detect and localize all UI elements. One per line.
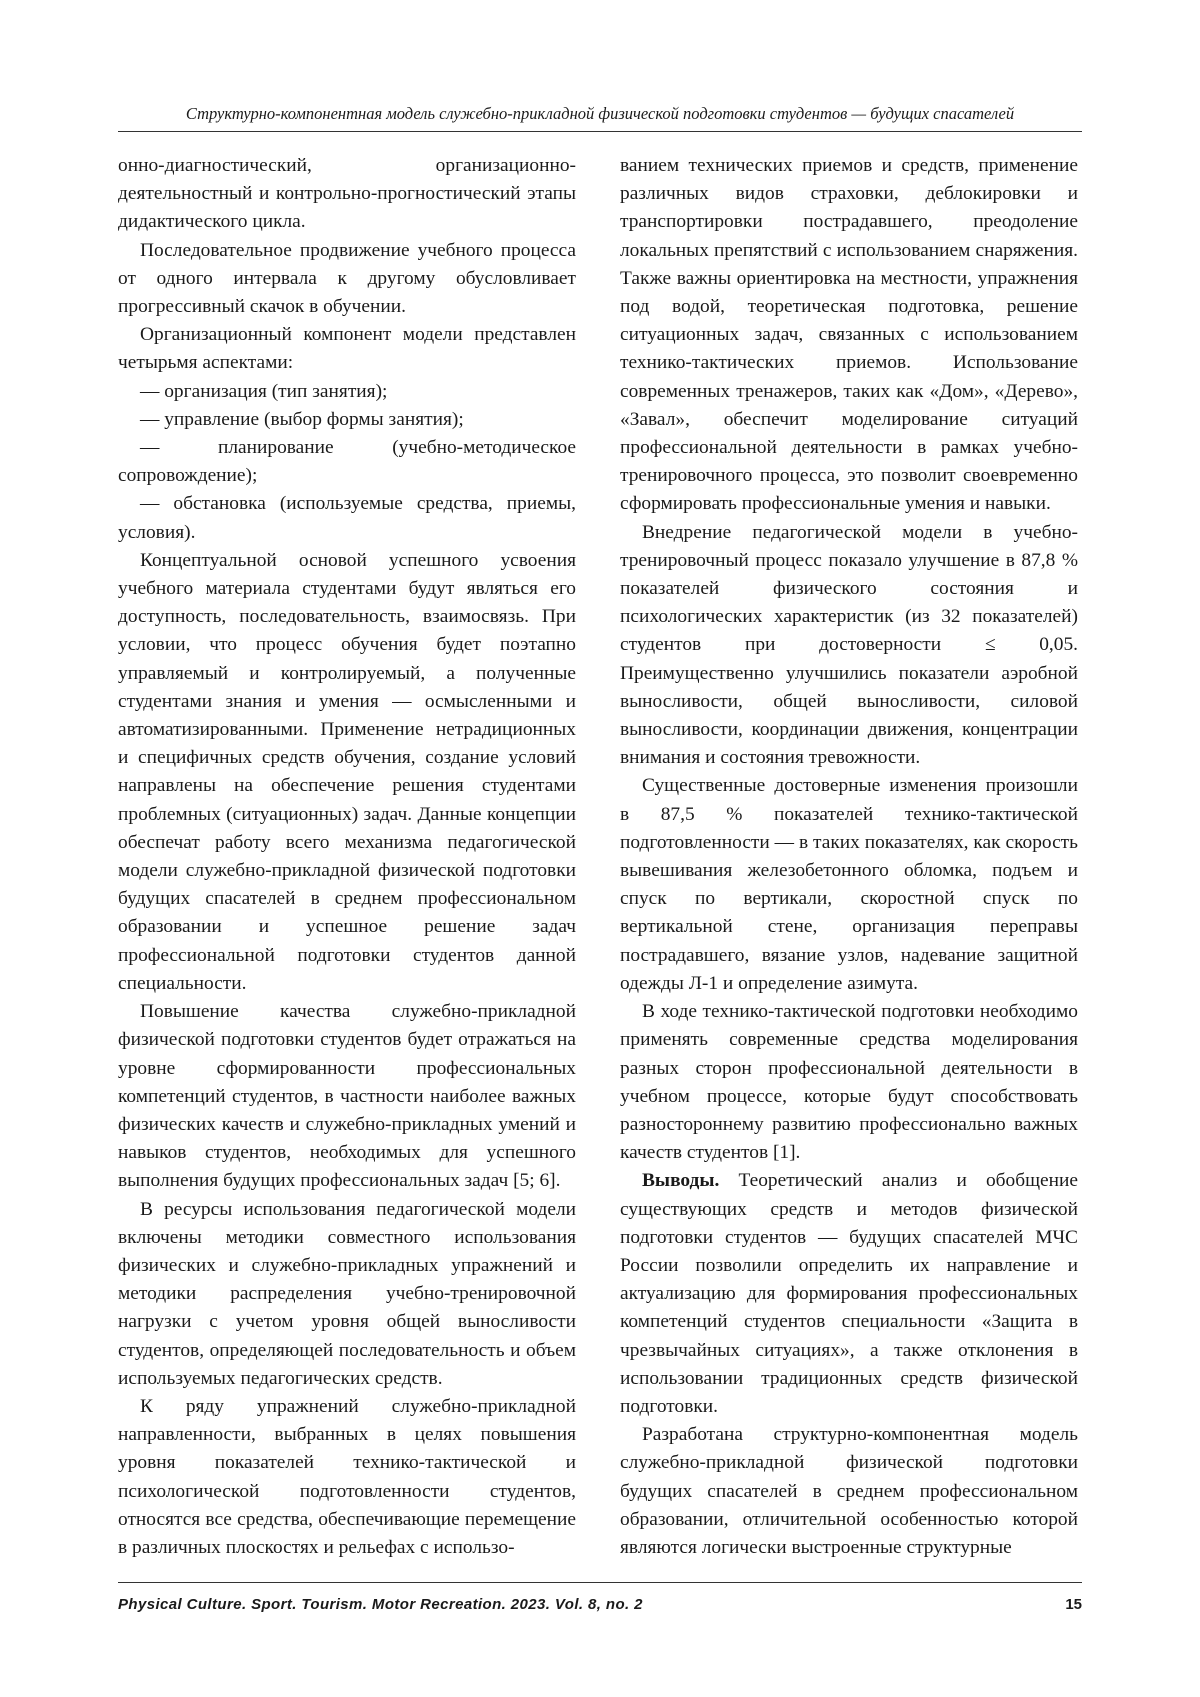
footer-journal-title: Physical Culture. Sport. Tourism. Motor Recreation. 2023. Vol. 8, no. 2 (118, 1596, 643, 1613)
running-header: Структурно-компонентная модель служебно-прикладной физической подготовки студентов — будущих спасателей (185, 104, 1015, 123)
paragraph: Внедрение педагогической модели в учебно-тренировочный процесс показало улучшение в 87,8 % показателей физического состояния и психологических характеристик (из 32 показателей) студентов при достоверности ≤ 0,05. Преимущественно улучшились показатели аэробной выносливости, общей выносливости, силовой выносливости, координации движения, концентрации внимания и состояния тревожности. (620, 521, 1078, 769)
paragraph: В ходе технико-тактической подготовки необходимо применять современные средства моделирования разных сторон профессиональной деятельности в учебном процессе, которые будут способствовать разностороннему развитию профессионально важных качеств студентов [1]. (620, 1001, 1078, 1164)
paragraph: Концептуальной основой успешного усвоения учебного материала студентами будут являться его доступность, последовательность, взаимосвязь. При условии, что процесс обучения будет поэтапно управляемый и контролируемый, а полученные студентами знания и умения — осмысленными и автоматизированными. Применение нетрадиционных и специфичных средств обучения, создание условий направлены на обеспечение решения студентами проблемных (ситуационных) задач. Данные концепции обеспечат работу всего механизма педагогической модели служебно-прикладной физической подготовки будущих спасателей в среднем профессиональном образовании и успешное решение задач профессиональной подготовки студентов данной специальности. (118, 549, 576, 994)
right-column (620, 152, 1078, 1562)
paragraph: Разработана структурно-компонентная модель служебно-прикладной физической подготовки будущих спасателей в среднем профессиональном образовании, отличительной особенностью которой являются логически выстроенные структурные (620, 1424, 1078, 1558)
conclusions-label: Выводы. (642, 1170, 720, 1192)
header-rule (118, 131, 1082, 132)
paragraph: Последовательное продвижение учебного процесса от одного интервала к другому обусловливает прогрессивный скачок в обучении. (118, 239, 576, 318)
footer-rule (118, 1582, 1082, 1583)
paragraph: Существенные достоверные изменения произошли в 87,5 % показателей технико-тактической подготовленности — в таких показателях, как скорость вывешивания железобетонного обломка, подъем и спуск по вертикали, скоростной спуск по вертикальной стене, организация переправы пострадавшего, вязание узлов, надевание защитной одежды Л-1 и определение азимута. (620, 775, 1078, 994)
list-item: — планирование (учебно-методическое сопровождение); (118, 437, 576, 487)
paragraph: Повышение качества служебно-прикладной физической подготовки студентов будет отражаться на уровне сформированности профессиональных компетенций студентов, в частности наиболее важных физических качеств и служебно-прикладных умений и навыков студентов, необходимых для успешного выполнения будущих профессиональных задач [5; 6]. (118, 1001, 576, 1192)
paragraph: К ряду упражнений служебно-прикладной направленности, выбранных в целях повышения уровня показателей технико-тактической и психологической подготовленности студентов, относятся все средства, обеспечивающие перемещение в различных плоскостях и рельефах с использо- (118, 1395, 576, 1558)
list-item: — организация (тип занятия); (140, 380, 388, 402)
paragraph: Организационный компонент модели представлен четырьмя аспектами: (118, 324, 576, 374)
conclusions-text: Теоретический анализ и обобщение существующих средств и методов физической подготовки студентов — будущих спасателей МЧС России позволили определить их направление и актуализацию для формирования профессиональных компетенций студентов специальности «Защита в чрезвычайных ситуациях», а также отклонения в использовании традиционных средств физической подготовки. (620, 1170, 1078, 1417)
conclusions-paragraph (620, 1167, 1078, 1421)
left-column (118, 152, 576, 1562)
list-item: — управление (выбор формы занятия); (140, 408, 464, 430)
list-item: — обстановка (используемые средства, приемы, условия). (118, 493, 576, 543)
paragraph: ванием технических приемов и средств, применение различных видов страховки, деблокировки и транспортировки пострадавшего, преодоление локальных препятствий с использованием снаряжения. Также важны ориентировка на местности, упражнения под водой, теоретическая подготовка, решение ситуационных задач, связанных с использованием технико-тактических приемов. Использование современных тренажеров, таких как «Дом», «Дерево», «Завал», обеспечит моделирование ситуаций профессиональной деятельности в рамках учебно-тренировочного процесса, это позволит своевременно сформировать профессиональные умения и навыки. (620, 155, 1078, 515)
paragraph: онно-диагностический, организационно-деятельностный и контрольно-прогностический этапы дидактического цикла. (118, 155, 576, 233)
paragraph: В ресурсы использования педагогической модели включены методики совместного использования физических и служебно-прикладных упражнений и методики распределения учебно-тренировочной нагрузки с учетом уровня общей выносливости студентов, определяющей последовательность и объем используемых педагогических средств. (118, 1198, 576, 1389)
page-number: 15 (1065, 1596, 1082, 1613)
